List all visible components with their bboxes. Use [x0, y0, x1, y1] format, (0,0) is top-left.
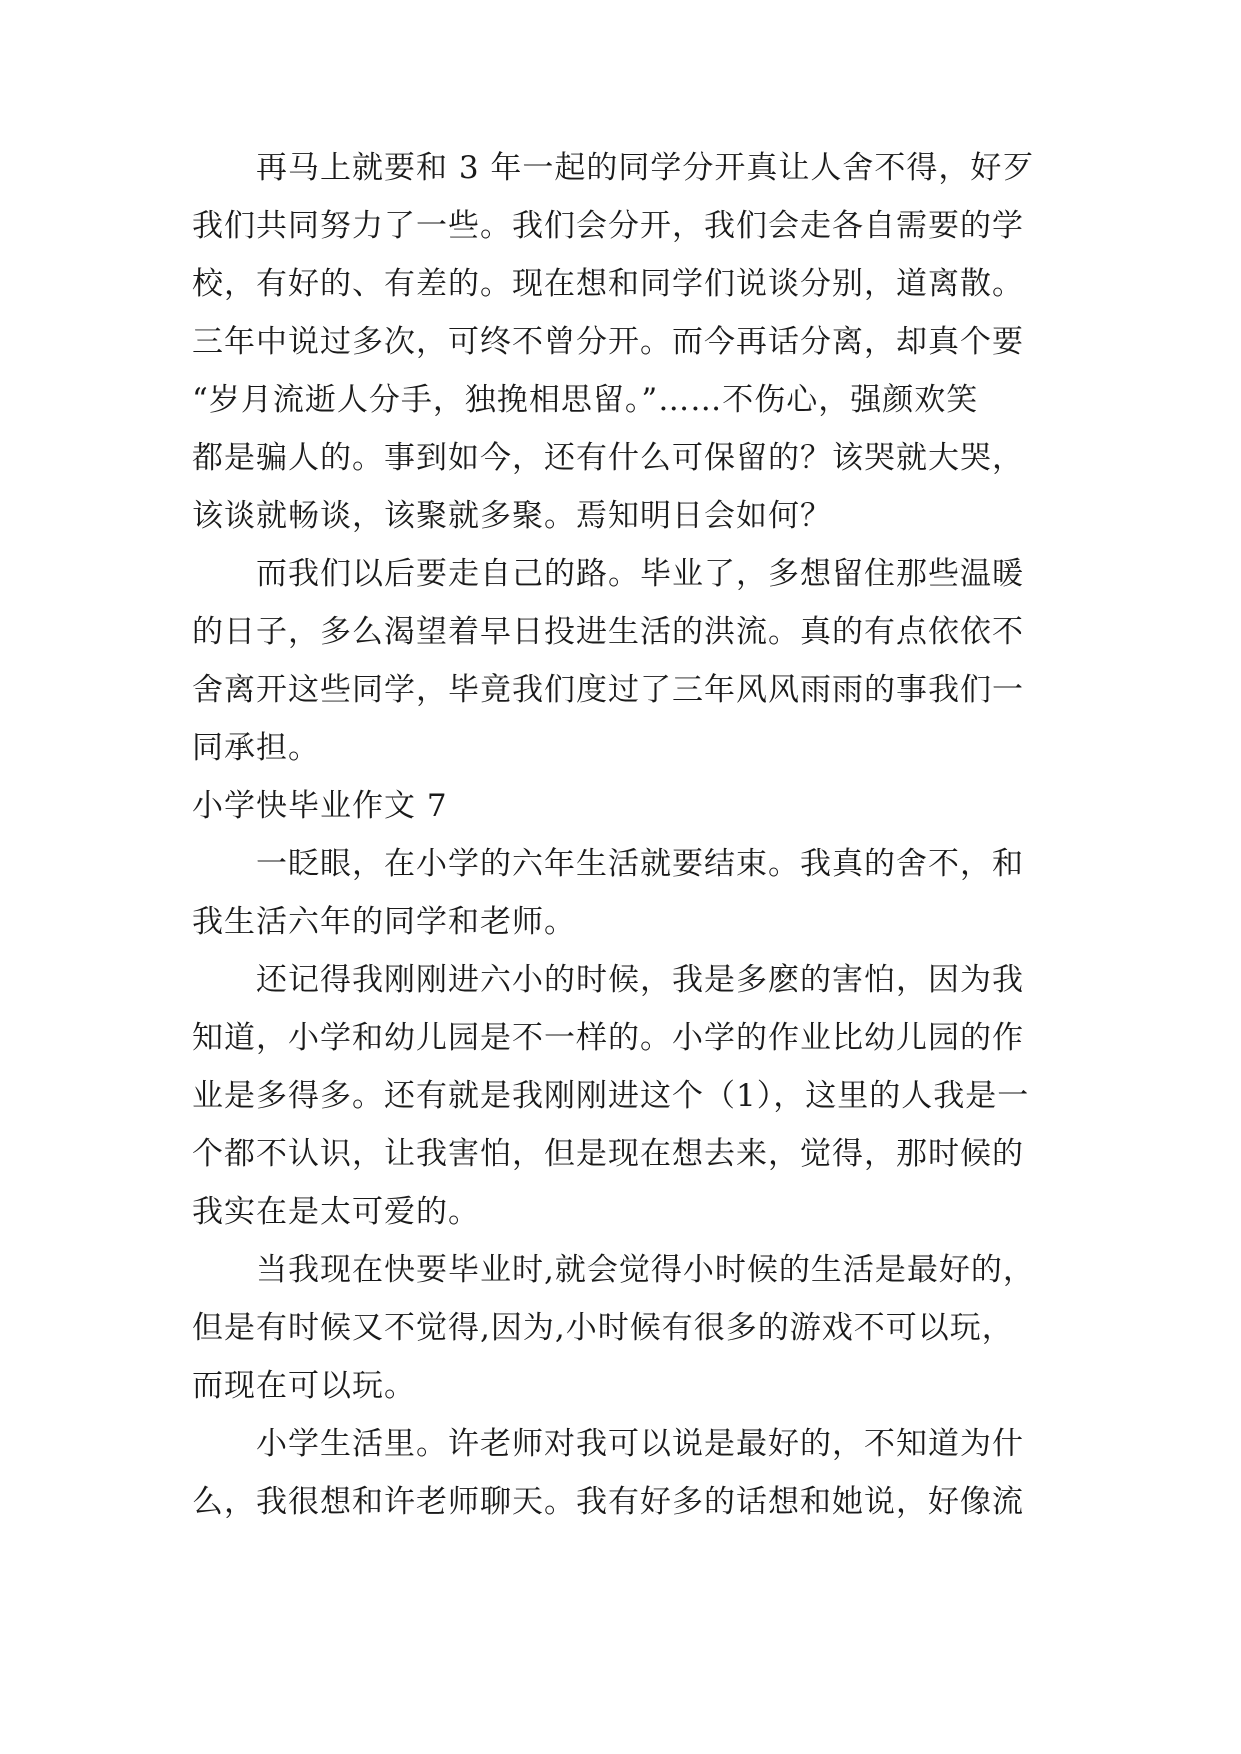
paragraph-5-line-2: 但是有时候又不觉得,因为,小时候有很多的游戏不可以玩，: [192, 1310, 1014, 1346]
essay-text: [192, 139, 1062, 1531]
paragraph-6-line-2: 么，我很想和许老师聊天。我有好多的话想和她说，好像流: [192, 1484, 1024, 1520]
paragraph-2-line-2: 的日子，多么渴望着早日投进生活的洪流。真的有点依依不: [192, 614, 1024, 650]
paragraph-1-line-2: 我们共同努力了一些。我们会分开，我们会走各自需要的学: [192, 208, 1024, 244]
paragraph-3-line-1: 一眨眼，在小学的六年生活就要结束。我真的舍不，和: [256, 846, 1024, 882]
paragraph-1-line-3: 校，有好的、有差的。现在想和同学们说谈分别，道离散。: [192, 266, 1024, 302]
paragraph-4-line-5: 我实在是太可爱的。: [192, 1194, 480, 1230]
paragraph-5-line-3: 而现在可以玩。: [192, 1368, 416, 1404]
section-heading: 小学快毕业作文 7: [192, 788, 448, 824]
paragraph-3-line-2: 我生活六年的同学和老师。: [192, 904, 576, 940]
paragraph-4-line-4: 个都不认识，让我害怕，但是现在想去来，觉得，那时候的: [192, 1136, 1024, 1172]
paragraph-1-line-1: 再马上就要和 3 年一起的同学分开真让人舍不得，好歹: [256, 150, 1035, 186]
paragraph-4-line-3: 业是多得多。还有就是我刚刚进这个（1），这里的人我是一: [192, 1078, 1030, 1114]
paragraph-2-line-4: 同承担。: [192, 730, 320, 766]
paragraph-2-line-1: 而我们以后要走自己的路。毕业了，多想留住那些温暖: [256, 556, 1024, 592]
paragraph-1-line-5: “岁月流逝人分手，独挽相思留。”……不伤心，强颜欢笑: [192, 382, 979, 418]
paragraph-1-line-6: 都是骗人的。事到如今，还有什么可保留的？该哭就大哭，: [192, 440, 1024, 476]
paragraph-6-line-1: 小学生活里。许老师对我可以说是最好的，不知道为什: [256, 1426, 1024, 1462]
paragraph-5-line-1: 当我现在快要毕业时,就会觉得小时候的生活是最好的，: [256, 1252, 1035, 1288]
paragraph-4-line-2: 知道，小学和幼儿园是不一样的。小学的作业比幼儿园的作: [192, 1020, 1024, 1056]
paragraph-2-line-3: 舍离开这些同学，毕竟我们度过了三年风风雨雨的事我们一: [192, 672, 1024, 708]
paragraph-1-line-4: 三年中说过多次，可终不曾分开。而今再话分离，却真个要: [192, 324, 1024, 360]
paragraph-4-line-1: 还记得我刚刚进六小的时候，我是多麽的害怕，因为我: [256, 962, 1024, 998]
paragraph-1-line-7: 该谈就畅谈，该聚就多聚。焉知明日会如何？: [192, 498, 832, 534]
